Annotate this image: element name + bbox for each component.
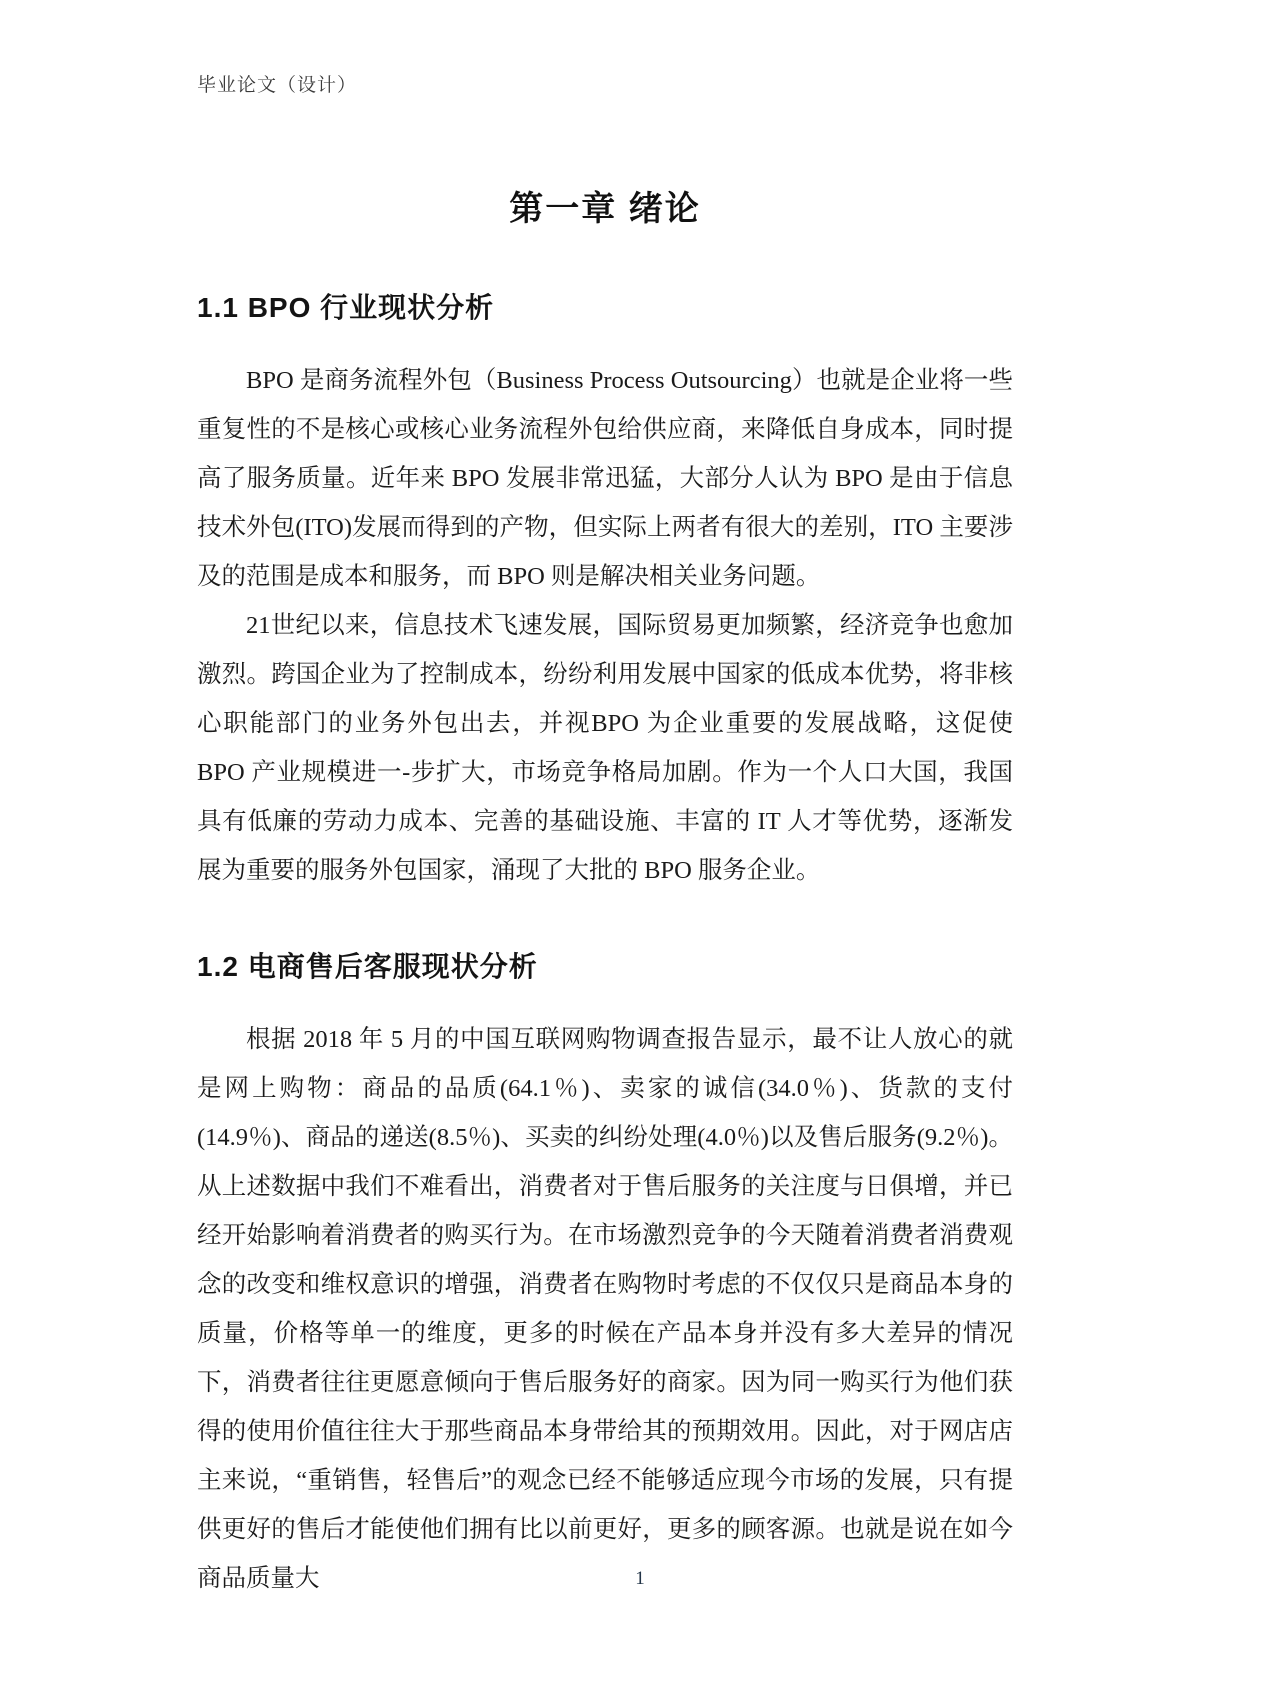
section-heading-1-1: 1.1 BPO 行业现状分析: [197, 292, 495, 323]
paragraph-bpo-21st-century: 21世纪以来，信息技术飞速发展，国际贸易更加频繁，经济竞争也愈加激烈。跨国企业为了控制成本，纷纷利用发展中国家的低成本优势，将非核心职能部门的业务外包出去，并视BPO 为企业重要的发展战略，这促使 BPO 产业规模进一-步扩大，市场竞争格局加剧。作为一个人口大国，我国具有低廉的劳动力成本、完善的基础设施、丰富的 IT 人才等优势，逐渐发展为重要的服务外包国家，涌现了大批的 BPO 服务企业。: [197, 612, 1013, 884]
section-heading-1-2: 1.2 电商售后客服现状分析: [197, 951, 538, 982]
paragraph-ecommerce-aftersales: 根据 2018 年 5 月的中国互联网购物调查报告显示，最不让人放心的就是网上购物：商品的品质(64.1％)、卖家的诚信(34.0％)、货款的支付(14.9％)、商品的递送(8.5％)、买卖的纠纷处理(4.0％)以及售后服务(9.2％)。从上述数据中我们不难看出，消费者对于售后服务的关注度与日俱增，并已经开始影响着消费者的购买行为。在市场激烈竞争的今天随着消费者消费观念的改变和维权意识的增强，消费者在购物时考虑的不仅仅只是商品本身的质量，价格等单一的维度，更多的时候在产品本身并没有多大差异的情况下，消费者往往更愿意倾向于售后服务好的商家。因为同一购买行为他们获得的使用价值往往大于那些商品本身带给其的预期效用。因此，对于网店店主来说，“重销售，轻售后”的观念已经不能够适应现今市场的发展，只有提供更好的售后才能使他们拥有比以前更好，更多的顾客源。也就是说在如今商品质量大: [197, 1026, 1013, 1592]
page-number: 1: [635, 1568, 645, 1589]
page-content: [197, 0, 1013, 1603]
running-header: 毕业论文（设计）: [197, 75, 358, 96]
paragraph-bpo-definition: BPO 是商务流程外包（Business Process Outsourcing）也就是企业将一些重复性的不是核心或核心业务流程外包给供应商，来降低自身成本，同时提高了服务质量。近年来 BPO 发展非常迅猛，大部分人认为 BPO 是由于信息技术外包(ITO)发展而得到的产物，但实际上两者有很大的差别，ITO 主要涉及的范围是成本和服务，而 BPO 则是解决相关业务问题。: [197, 367, 1013, 590]
chapter-title: 第一章 绪论: [509, 190, 701, 228]
